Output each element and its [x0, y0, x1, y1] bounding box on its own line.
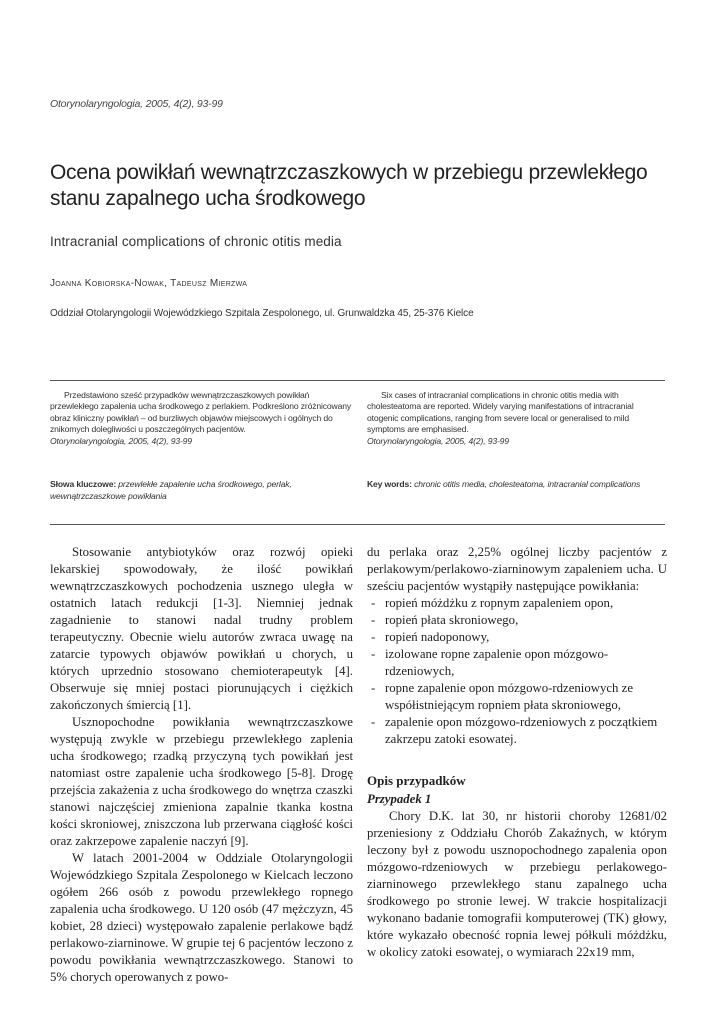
keywords-english — [367, 478, 667, 490]
body-column-right — [367, 544, 667, 961]
abstract-bottom-rule — [50, 524, 665, 525]
keywords-polish-label: Słowa kluczowe: — [50, 479, 117, 489]
article-title-polish: Ocena powikłań wewnątrzczaszkowych w przebiegu przewlekłego stanu zapalnego ucha środkowego — [50, 161, 648, 210]
abstract-top-rule — [50, 380, 665, 381]
list-item: - zapalenie opon mózgowo-rdzeniowych z początkiem zakrzepu zatoki esowatej. — [371, 715, 658, 746]
keywords-english-label: Key words: — [367, 479, 412, 489]
section-heading: Opis przypadków — [367, 773, 466, 788]
body-paragraph: Usznopochodne powikłania wewnątrzczaszkowe występują zwykle w przebiegu przewlekłego zaplenia ucha środkowego; rzadką przyczyną tych powikłań jest natomiast ostre zapalenie ucha środkowego [5-8]. Drogę przejścia zakażenia z ucha środkowego do wnętrza czaszki stanowi najczęściej zmieniona zapalnie tkanka kostna kości skroniowej, zniszczona lub przerwana ciągłość kości oraz zakrzepowe zapalenie naczyń [9]. — [50, 715, 353, 848]
subsection-heading: Przypadek 1 — [367, 792, 432, 806]
article-title-english: Intracranial complications of chronic otitis media — [50, 234, 342, 249]
list-item: - ropień nadoponowy, — [371, 630, 490, 644]
keywords-polish — [50, 478, 352, 502]
body-paragraph: Chory D.K. lat 30, nr historii choroby 12681/02 przeniesiony z Oddziału Chorób Zakaźnych, w którym leczony był z powodu usznopochodnego zapalenia opon mózgowo-rdzeniowych w przebiegu perlakowego-ziarninowego przewlekłego stanu zapalnego ucha środkowego po stronie lewej. W trakcie hospitalizacji wykonano badanie tomografii komputerowej (TK) głowy, które wykazało obecność ropnia lewej półkuli móżdżku, w okolicy zatoki esowatej, o wymiarach 22x19 mm, — [367, 809, 667, 959]
body-column-left — [50, 544, 353, 986]
journal-reference: Otorynolaryngologia, 2005, 4(2), 93-99 — [50, 98, 223, 110]
list-item: - ropień płata skroniowego, — [371, 613, 519, 627]
keywords-english-text: chronic otitis media, cholesteatoma, intracranial complications — [414, 479, 641, 489]
abstract-english — [367, 390, 667, 447]
abstract-polish-citation: Otorynolaryngologia, 2005, 4(2), 93-99 — [50, 435, 192, 446]
abstract-polish — [50, 390, 352, 447]
complications-list — [367, 595, 667, 748]
body-paragraph: W latach 2001-2004 w Oddziale Otolaryngologii Wojewódzkiego Szpitala Zespolonego w Kielcach leczono ogółem 266 osób z powodu przewlekłego ropnego zapalenia ucha środkowego. U 120 osób (47 mężczyzn, 45 kobiet, 28 dzieci) występowało zapalenie perlakowe bądź perlakowo-ziarninowe. W grupie tej 6 pacjentów leczono z powodu powikłania wewnątrzczaszkowego. Stanowi to 5% chorych operowanych z powo- — [50, 851, 353, 984]
body-paragraph: Stosowanie antybiotyków oraz rozwój opieki lekarskiej spowodowały, że ilość powikłań wewnątrzczaszkowych pochodzenia usznego uległa w ostatnich latach redukcji [1-3]. Niemniej jednak zagadnienie to stanowi nadal trudny problem terapeutyczny. Obecnie wielu autorów zwraca uwagę na zatarcie typowych objawów powikłań u chorych, u których uprzednio stosowano chemioterapeutyk [4]. Obserwuje się mniej postaci piorunujących i ciężkich zakończonych śmiercią [1]. — [50, 545, 353, 712]
authors: Joanna Kobiorska-Nowak, Tadeusz Mierzwa — [50, 278, 248, 289]
list-item: - izolowane ropne zapalenie opon mózgowo-rdzeniowych, — [371, 647, 609, 678]
keywords-polish-text: przewlekłe zapalenie ucha środkowego, perlak, wewnątrzczaszkowe powikłania — [50, 479, 292, 501]
abstract-polish-text: Przedstawiono sześć przypadków wewnątrzczaszkowych powikłań przewlekłego zapalenia ucha środkowego z perlakiem. Podkreślono zróżnicowany obraz kliniczny powikłań – od burzliwych objawów miejscowych i ogólnych do znikomych dolegliwości u poszczególnych pacjentów. — [50, 390, 352, 435]
affiliation: Oddział Otolaryngologii Wojewódzkiego Szpitala Zespolonego, ul. Grunwaldzka 45, 25-376 Kielce — [50, 308, 474, 319]
list-item: - ropne zapalenie opon mózgowo-rdzeniowych ze współistniejącym ropniem płata skroniowego, — [371, 681, 634, 712]
list-item: - ropień móżdżku z ropnym zapaleniem opon, — [371, 596, 614, 610]
body-paragraph: du perlaka oraz 2,25% ogólnej liczby pacjentów z perlakowym/perlakowo-ziarninowym zapaleniem ucha. U sześciu pacjentów wystąpiły następujące powikłania: — [367, 545, 667, 593]
abstract-english-text: Six cases of intracranial complications in chronic otitis media with cholesteatoma are reported. Widely varying manifestations of intracranial otogenic complications, ranging from severe local or generalised to mild symptoms are emphasised. — [367, 390, 634, 435]
abstract-english-citation: Otorynolaryngologia, 2005, 4(2), 93-99 — [367, 435, 509, 446]
